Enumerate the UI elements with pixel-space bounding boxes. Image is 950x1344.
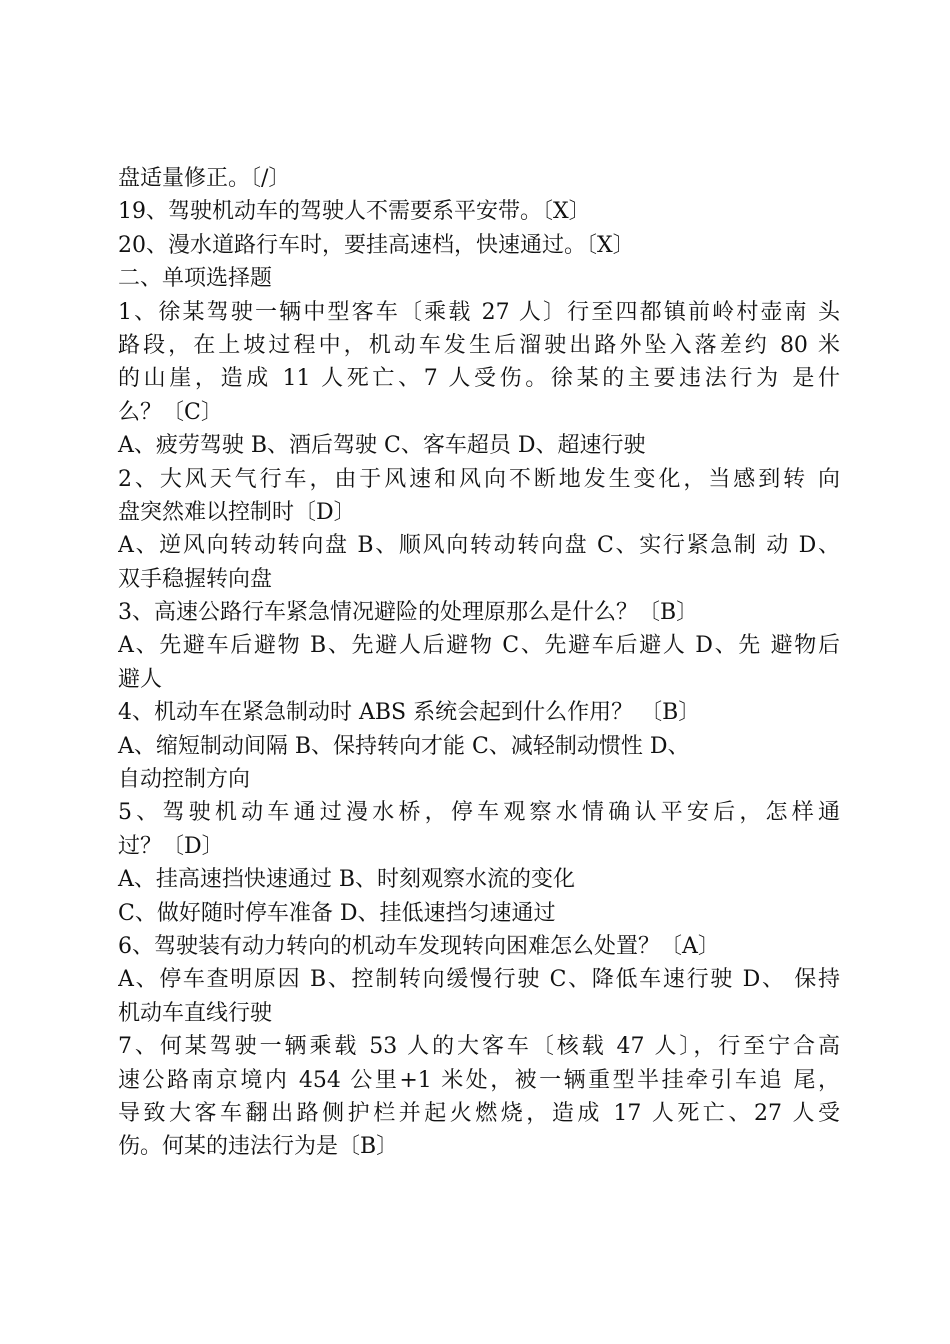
document-page: [118, 162, 840, 1164]
text-line: 1、徐某驾驶一辆中型客车〔乘载 27 人〕行至四都镇前岭村壶南 头: [118, 299, 840, 325]
text-line: A、疲劳驾驶 B、酒后驾驶 C、客车超员 D、超速行驶: [118, 433, 646, 459]
text-line: 5、驾驶机动车通过漫水桥，停车观察水情确认平安后，怎样通: [118, 800, 840, 826]
text-line: 的山崖，造成 11 人死亡、7 人受伤。徐某的主要违法行为 是什: [118, 366, 840, 392]
text-line: 路段，在上坡过程中，机动车发生后溜驶出路外坠入落差约 80 米: [118, 332, 840, 358]
text-line: A、逆风向转动转向盘 B、顺风向转动转向盘 C、实行紧急制 动 D、: [118, 533, 840, 559]
text-line: C、做好随时停车准备 D、挂低速挡匀速通过: [118, 900, 556, 926]
text-line: A、挂高速挡快速通过 B、时刻观察水流的变化: [118, 867, 576, 893]
text-line: 避人: [118, 666, 163, 692]
text-line: 导致大客车翻出路侧护栏并起火燃烧，造成 17 人死亡、27 人受: [118, 1100, 840, 1126]
section-heading: 二、单项选择题: [118, 266, 273, 292]
text-line: 19、驾驶机动车的驾驶人不需要系平安带。〔X〕: [118, 199, 591, 225]
text-line: 4、机动车在紧急制动时 ABS 系统会起到什么作用？ 〔B〕: [118, 700, 701, 726]
text-line: 20、漫水道路行车时，要挂高速档，快速通过。〔X〕: [118, 232, 635, 258]
text-line: 2、大风天气行车，由于风速和风向不断地发生变化，当感到转 向: [118, 466, 840, 492]
text-line: A、缩短制动间隔 B、保持转向才能 C、减轻制动惯性 D、: [118, 733, 690, 759]
text-line: 自动控制方向: [118, 767, 251, 793]
text-line: 速公路南京境内 454 公里+1 米处，被一辆重型半挂牵引车追 尾，: [118, 1067, 840, 1093]
text-line: 伤。何某的违法行为是〔B〕: [118, 1134, 399, 1160]
text-line: A、先避车后避物 B、先避人后避物 C、先避车后避人 D、先 避物后: [118, 633, 840, 659]
text-line: 7、何某驾驶一辆乘载 53 人的大客车〔核载 47 人〕，行至宁合高: [118, 1034, 840, 1060]
text-line: 过？〔D〕: [118, 833, 224, 859]
text-line: 么？〔C〕: [118, 399, 223, 425]
text-line: 盘适量修正。〔/〕: [118, 166, 291, 191]
text-line: A、停车查明原因 B、控制转向缓慢行驶 C、降低车速行驶 D、 保持: [118, 967, 840, 993]
text-line: 3、高速公路行车紧急情况避险的处理原那么是什么？〔B〕: [118, 600, 699, 626]
text-line: 双手稳握转向盘: [118, 566, 273, 592]
text-line: 盘突然难以控制时〔D〕: [118, 499, 356, 525]
text-line: 6、驾驶装有动力转向的机动车发现转向困难怎么处置？〔A〕: [118, 933, 720, 959]
text-line: 机动车直线行驶: [118, 1000, 273, 1026]
